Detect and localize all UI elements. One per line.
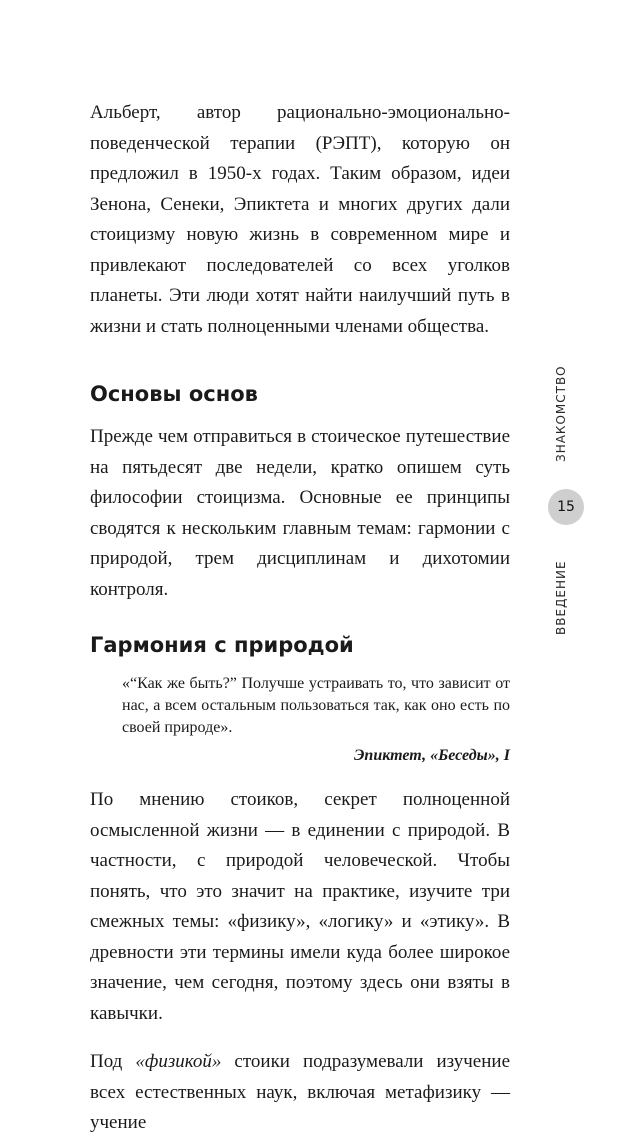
harmony-paragraph-2 [90,1047,510,1139]
epigraph-quote: «“Как же быть?” Получше устраивать то, что зависит от нас, а всем остальным пользоваться так, как оно есть по своей природе». [122,675,510,736]
side-label-section: ВВЕДЕНИЕ [554,560,568,636]
paragraph-2-rest: стоики подразумевали изучение всех естественных наук, включая метафизику — учение [90,1051,510,1133]
section-heading-basics: Основы основ [90,382,258,406]
physics-term: «физикой» [135,1051,222,1072]
page-number-badge: 15 [548,489,584,525]
paragraph-2-start: Под [90,1051,136,1072]
side-label-chapter: ЗНАКОМСТВО [554,365,568,462]
section-heading-harmony: Гармония с природой [90,633,354,657]
harmony-paragraph-1: По мнению стоиков, секрет полноценной осмысленной жизни — в единении с природой. В частности, с природой человеческой. Чтобы понять, что это значит на практике, изучите три смежных темы: «физику», «логику» и «этику». В древности эти термины имели куда более широкое значение, чем сегодня, поэтому здесь они взяты в кавычки. [90,789,510,1024]
basics-paragraph: Прежде чем отправиться в стоическое путешествие на пятьдесят две недели, кратко опишем суть философии стоицизма. Основные ее принципы сводятся к нескольким главным темам: гармонии с природой, трем дисциплинам и дихотомии контроля. [90,426,510,600]
epigraph-attribution: Эпиктет, «Беседы», I [354,747,510,764]
main-text-column [90,98,510,1139]
intro-paragraph: Альберт, автор рационально-эмоционально-поведенческой терапии (РЭПТ), которую он предложил в 1950-х годах. Таким образом, идеи Зенона, Сенеки, Эпиктета и многих других дали стоицизму новую жизнь в современном мире и привлекают последователей со всех уголков планеты. Эти люди хотят найти наилучший путь в жизни и стать полноценными членами общества. [90,102,510,337]
